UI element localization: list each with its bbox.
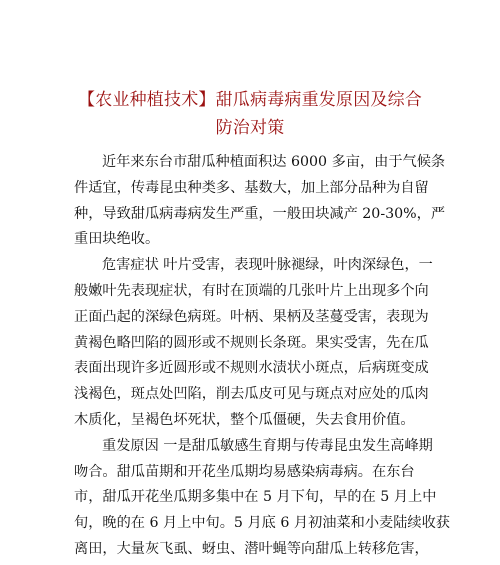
paragraph-line: 木质化，呈褐色坏死状，整个瓜僵硬，失去食用价值。 <box>74 411 415 428</box>
paragraph-intro <box>74 150 446 253</box>
article-title-line: 防治对策 <box>215 118 285 138</box>
paragraph-line: 吻合。甜瓜苗期和开花坐瓜期均易感染病毒病。在东台 <box>74 463 415 480</box>
paragraph-line: 件适宜，传毒昆虫种类多、基数大，加上部分品种为自留 <box>74 179 429 196</box>
paragraph-causes <box>74 434 450 563</box>
article-title <box>70 86 430 142</box>
paragraph-line: 浅褐色，斑点处凹陷，削去瓜皮可见与斑点对应处的瓜肉 <box>74 386 429 403</box>
paragraph-line: 离田，大量灰飞虱、蚜虫、潜叶蝇等向甜瓜上转移危害， <box>74 540 429 557</box>
paragraph-line: 般嫩叶先表现症状，有时在顶端的几张叶片上出现多个向 <box>74 282 429 299</box>
paragraph-line: 表面出现许多近圆形或不规则水渍状小斑点，后病斑变成 <box>74 360 429 377</box>
paragraph-line: 危害症状 叶片受害，表现叶脉褪绿，叶肉深绿色，一 <box>102 257 433 274</box>
paragraph-symptoms <box>74 253 433 434</box>
article-body <box>74 150 450 563</box>
paragraph-line: 近年来东台市甜瓜种植面积达 6000 多亩，由于气候条 <box>102 154 446 170</box>
article-title-line: 【农业种植技术】甜瓜病毒病重发原因及综合 <box>78 90 422 110</box>
paragraph-line: 市，甜瓜开花坐瓜期多集中在 5 月下旬，早的在 5 月上中 <box>74 489 437 506</box>
paragraph-line: 正面凸起的深绿色病斑。叶柄、果柄及茎蔓受害，表现为 <box>74 308 429 325</box>
paragraph-line: 黄褐色略凹陷的圆形或不规则长条斑。果实受害，先在瓜 <box>74 334 429 351</box>
paragraph-line: 种，导致甜瓜病毒病发生严重，一般田块减产 20-30%，严 <box>74 205 446 222</box>
paragraph-line: 重田块绝收。 <box>74 231 160 248</box>
paragraph-line: 旬，晚的在 6 月上中旬。5 月底 6 月初油菜和小麦陆续收获 <box>74 515 450 532</box>
paragraph-line: 重发原因 一是甜瓜敏感生育期与传毒昆虫发生高峰期 <box>102 437 433 454</box>
